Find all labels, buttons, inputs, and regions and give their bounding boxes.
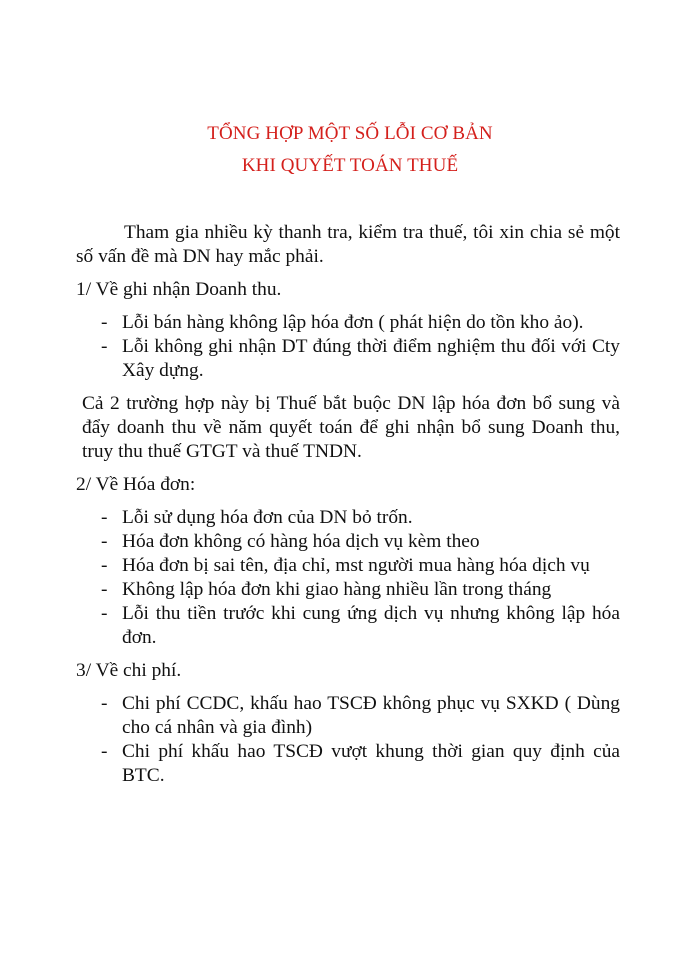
list-item bbox=[76, 602, 620, 650]
list-item bbox=[76, 692, 620, 740]
section-list-expenses bbox=[76, 692, 620, 788]
bullet-dash: - bbox=[101, 531, 108, 552]
list-item bbox=[76, 578, 620, 602]
list-item-text: Không lập hóa đơn khi giao hàng nhiều lần trong tháng bbox=[122, 579, 552, 600]
list-item-text: Hóa đơn bị sai tên, địa chỉ, mst người mua hàng hóa dịch vụ bbox=[122, 555, 590, 576]
list-item bbox=[76, 506, 620, 530]
bullet-dash: - bbox=[101, 579, 108, 600]
bullet-dash: - bbox=[101, 693, 108, 714]
bullet-dash: - bbox=[101, 312, 108, 333]
list-item bbox=[76, 740, 620, 788]
bullet-dash: - bbox=[101, 555, 108, 576]
section-heading-revenue: 1/ Về ghi nhận Doanh thu. bbox=[76, 279, 282, 300]
bullet-dash: - bbox=[101, 336, 108, 357]
list-item-text: Chi phí CCDC, khấu hao TSCĐ không phục vụ SXKD ( Dùng cho cá nhân và gia đình) bbox=[122, 693, 620, 738]
section-list-invoice bbox=[76, 506, 620, 650]
section-heading-expenses: 3/ Về chi phí. bbox=[76, 660, 182, 681]
intro-paragraph: Tham gia nhiều kỳ thanh tra, kiểm tra thuế, tôi xin chia sẻ một số vấn đề mà DN hay mắc phải. bbox=[76, 222, 620, 267]
list-item-text: Lỗi bán hàng không lập hóa đơn ( phát hiện do tồn kho ảo). bbox=[122, 312, 584, 333]
list-item bbox=[76, 311, 620, 335]
section-list-revenue bbox=[76, 311, 620, 383]
section-note-revenue: Cả 2 trường hợp này bị Thuế bắt buộc DN lập hóa đơn bổ sung và đẩy doanh thu về năm quyết toán để ghi nhận bổ sung Doanh thu, truy thu thuế GTGT và thuế TNDN. bbox=[82, 393, 620, 462]
list-item bbox=[76, 554, 620, 578]
list-item-text: Lỗi không ghi nhận DT đúng thời điểm nghiệm thu đối với Cty Xây dựng. bbox=[122, 336, 620, 381]
document-title-line1: TỔNG HỢP MỘT SỐ LỖI CƠ BẢN bbox=[207, 123, 493, 144]
list-item bbox=[76, 335, 620, 383]
bullet-dash: - bbox=[101, 507, 108, 528]
bullet-dash: - bbox=[101, 741, 108, 762]
list-item-text: Hóa đơn không có hàng hóa dịch vụ kèm theo bbox=[122, 531, 480, 552]
section-heading-invoice: 2/ Về Hóa đơn: bbox=[76, 474, 196, 495]
list-item-text: Lỗi thu tiền trước khi cung ứng dịch vụ nhưng không lập hóa đơn. bbox=[122, 603, 620, 648]
list-item-text: Chi phí khấu hao TSCĐ vượt khung thời gian quy định của BTC. bbox=[122, 741, 620, 786]
list-item-text: Lỗi sử dụng hóa đơn của DN bỏ trốn. bbox=[122, 507, 413, 528]
document-title-line2: KHI QUYẾT TOÁN THUẾ bbox=[241, 155, 459, 176]
bullet-dash: - bbox=[101, 603, 108, 624]
document-body bbox=[76, 221, 620, 797]
list-item bbox=[76, 530, 620, 554]
